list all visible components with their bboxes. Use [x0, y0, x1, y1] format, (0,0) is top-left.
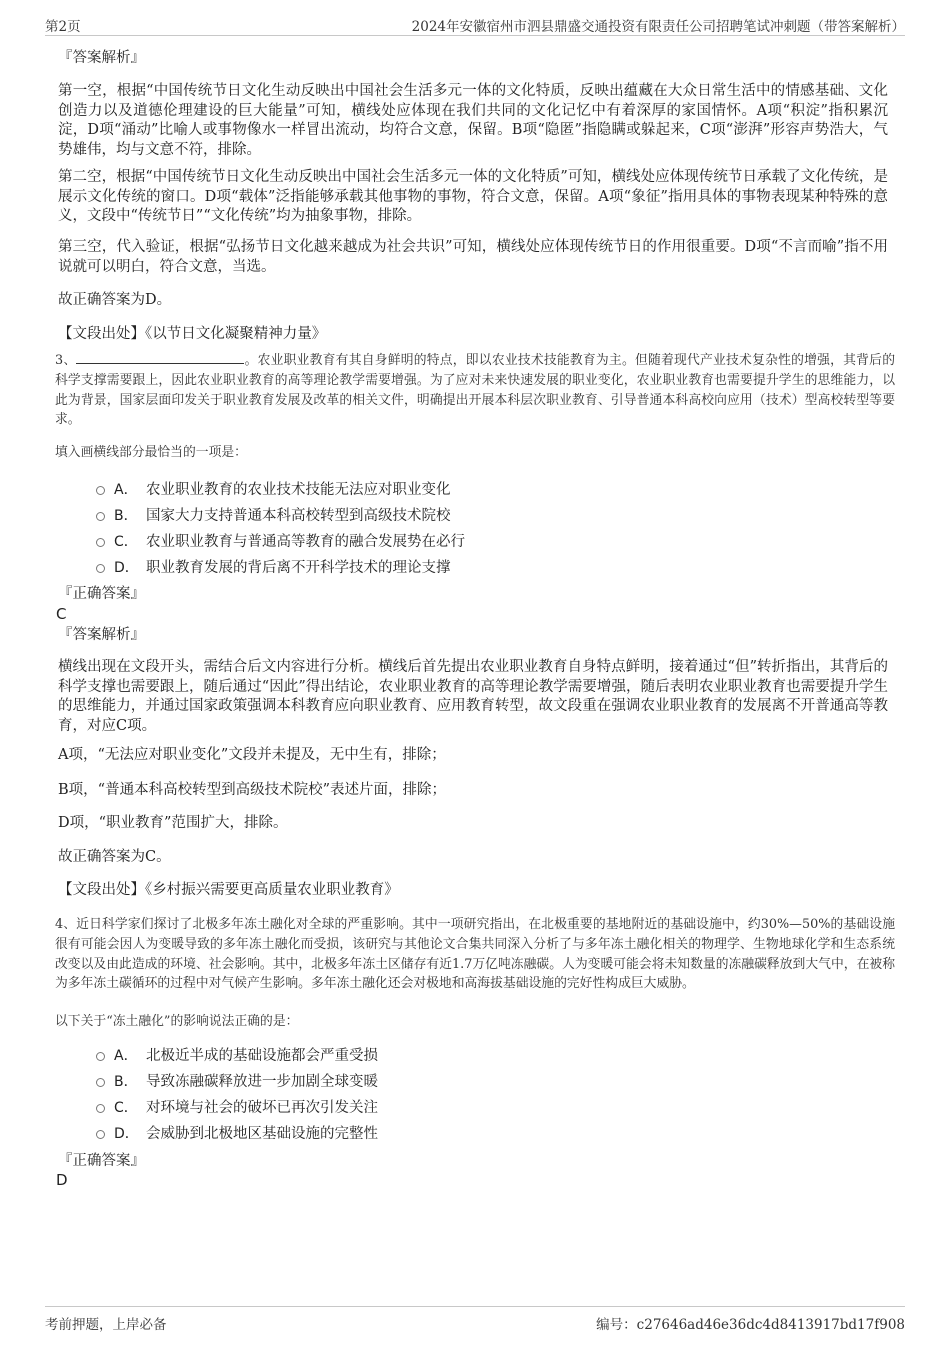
radio-button[interactable] [96, 1130, 105, 1139]
radio-button[interactable] [96, 564, 105, 573]
radio-button[interactable] [96, 486, 105, 495]
q4-option-d[interactable]: D． 会威胁到北极地区基础设施的完整性 [96, 1121, 796, 1147]
q4-option-c[interactable]: C． 对环境与社会的破坏已再次引发关注 [96, 1095, 796, 1121]
document-id: 编号：c27646ad46e36dc4d8413917bd17f908 [596, 1317, 905, 1333]
q4-option-b[interactable]: B． 导致冻融碳释放进一步加剧全球变暖 [96, 1069, 796, 1095]
q3-option-a-note: A项，“无法应对职业变化”文段并未提及，无中生有，排除； [58, 747, 446, 763]
radio-button[interactable] [96, 538, 105, 547]
q3-option-b[interactable]: B． 国家大力支持普通本科高校转型到高级技术院校 [96, 503, 796, 529]
q3-answer: C [56, 605, 67, 623]
fill-in-blank [76, 350, 244, 364]
q2-analysis-label: 『答案解析』 [58, 50, 145, 66]
q3-analysis: 横线出现在文段开头，需结合后文内容进行分析。横线后首先提出农业职业教育自身特点鲜明，接着通过“但”转折指出，其背后的科学支撑也需要跟上，随后通过“因此”得出结论，农业职业教育的高等理论教学需要增强，随后表明农业职业教育也需要提升学生的思维能力，并通过国家政策强调本科教育应向职业教育、应用教育转型，故文段重在强调农业职业教育的发展离不开普通高等教育，对应C项。 [58, 659, 888, 734]
q2-conclusion: 故正确答案为D。 [58, 292, 172, 308]
q3-option-d-note: D项，“职业教育”范围扩大，排除。 [58, 815, 288, 831]
q4-options [96, 1043, 796, 1147]
page-footer [45, 1306, 905, 1333]
q3-option-d[interactable]: D． 职业教育发展的背后离不开科学技术的理论支撑 [96, 555, 796, 581]
page-header [45, 13, 905, 36]
q2-analysis-paragraph-2: 第二空，根据“中国传统节日文化生动反映出中国社会生活多元一体的文化特质”可知，横线处应体现传统节日承载了文化传统，是展示文化传统的窗口。D项“载体”泛指能够承载其他事物的事物，符合文意，保留。A项“象征”指用具体的事物表现某种特殊的意义，文段中“传统节日”“文化传统”均为抽象事物，排除。 [58, 169, 888, 224]
q4-answer-label: 『正确答案』 [58, 1153, 145, 1169]
q4-option-a[interactable]: A． 北极近半成的基础设施都会严重受损 [96, 1043, 796, 1069]
radio-button[interactable] [96, 1078, 105, 1087]
radio-button[interactable] [96, 1052, 105, 1061]
q2-source: 【文段出处】《以节日文化凝聚精神力量》 [58, 326, 327, 342]
footer-slogan: 考前押题，上岸必备 [45, 1317, 167, 1333]
q3-option-c[interactable]: C． 农业职业教育与普通高等教育的融合发展势在必行 [96, 529, 796, 555]
q3-options [96, 477, 796, 581]
q3-analysis-label: 『答案解析』 [58, 627, 145, 643]
q2-analysis-paragraph-3: 第三空，代入验证，根据“弘扬节日文化越来越成为社会共识”可知，横线处应体现传统节日的作用很重要。D项“不言而喻”指不用说就可以明白，符合文意，当选。 [58, 239, 888, 275]
q3-stem [55, 350, 895, 430]
radio-button[interactable] [96, 1104, 105, 1113]
q3-option-b-note: B项，“普通本科高校转型到高级技术院校”表述片面，排除； [58, 782, 446, 798]
q2-analysis-paragraph-1: 第一空，根据“中国传统节日文化生动反映出中国社会生活多元一体的文化特质，反映出蕴藏在大众日常生活中的情感基础、文化创造力以及道德伦理建设的巨大能量”可知，横线处应体现在我们共同的文化记忆中有着深厚的家国情怀。A项“积淀”指积累沉淀，D项“涌动”比喻人或事物像水一样冒出流动，均符合文意，保留。B项“隐匿”指隐瞒或躲起来，C项“澎湃”形容声势浩大，气势雄伟，均与文意不符，排除。 [58, 83, 888, 158]
page-number: 第2页 [45, 19, 81, 35]
q3-conclusion: 故正确答案为C。 [58, 849, 171, 865]
q4-answer: D [56, 1171, 68, 1189]
q3-source: 【文段出处】《乡村振兴需要更高质量农业职业教育》 [58, 882, 399, 898]
document-title: 2024年安徽宿州市泗县鼎盛交通投资有限责任公司招聘笔试冲刺题（带答案解析） [411, 19, 905, 35]
q3-prompt: 填入画横线部分最恰当的一项是： [55, 445, 247, 460]
q3-number: 3、 [55, 353, 77, 368]
radio-button[interactable] [96, 512, 105, 521]
q3-option-a[interactable]: A． 农业职业教育的农业技术技能无法应对职业变化 [96, 477, 796, 503]
q3-stem-text: 。农业职业教育有其自身鲜明的特点，即以农业技术技能教育为主。但随着现代产业技术复杂性的增强，其背后的科学支撑需要跟上，因此农业职业教育的高等理论教学需要增强。为了应对未来快速发展的职业变化，农业职业教育也需要提升学生的思维能力，以此为背景，国家层面印发关于职业教育发展及改革的相关文件，明确提出开展本科层次职业教育、引导普通本科高校向应用（技术）型高校转型等要求。 [55, 353, 895, 428]
q4-stem: 4、近日科学家们探讨了北极多年冻土融化对全球的严重影响。其中一项研究指出，在北极重要的基地附近的基础设施中，约30%—50%的基础设施很有可能会因人为变暖导致的多年冻土融化而受损，该研究与其他论文合集共同深入分析了与多年冻土融化相关的物理学、生物地球化学和生态系统改变以及由此造成的环境、社会影响。其中，北极多年冻土区储存有近1.7万亿吨冻融碳。人为变暖可能会将未知数量的冻融碳释放到大气中，在被称为多年冻土碳循环的过程中对气候产生影响。多年冻土融化还会对极地和高海拔基础设施的完好性构成巨大威胁。 [55, 917, 895, 992]
q4-prompt: 以下关于“冻土融化”的影响说法正确的是： [55, 1014, 299, 1029]
q3-answer-label: 『正确答案』 [58, 586, 145, 602]
